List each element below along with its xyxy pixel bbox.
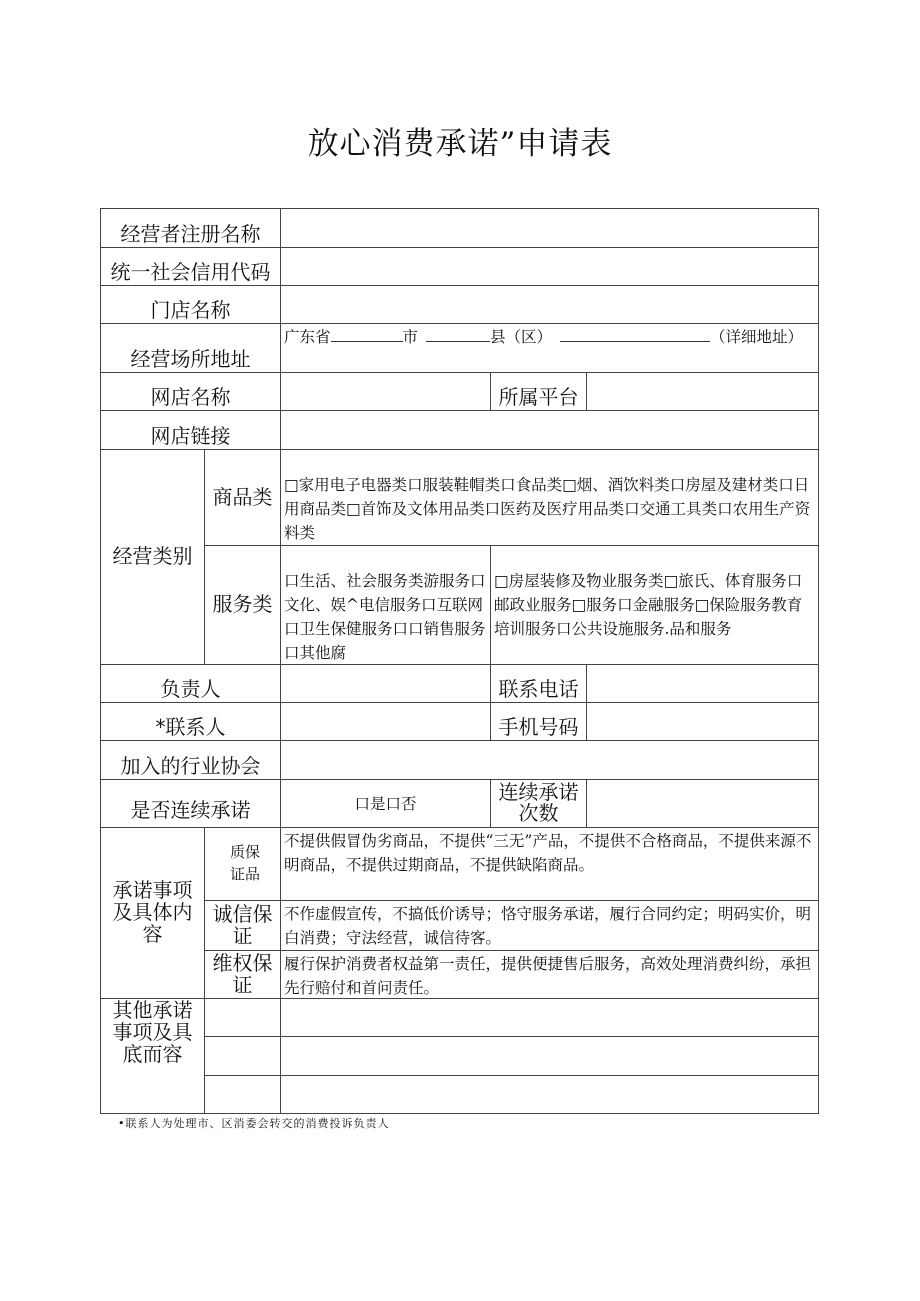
address-province: 广东省 [284,328,331,346]
label-quality: 质保证品 [230,843,260,883]
footnote: •联系人为处理市、区消委会转交的消费投诉负责人 [118,1117,390,1130]
label-credit-code: 统一社会信用代码 [110,260,271,284]
label-continuous-times: 连续承诺次数 [498,780,579,825]
goods-options[interactable]: □家用电子电器类口服装鞋帽类口食品类□烟、酒饮料类口房屋及建材类口日用商品类□首饰及文体用品类口医药及医疗用品类口交通工具类口农用生产资料类 [284,476,811,542]
online-store-field[interactable] [281,373,490,410]
store-link-field[interactable] [281,411,818,449]
label-category: 经营类别 [112,544,193,568]
address-city: 市 [402,328,419,346]
label-continuous: 是否连续承诺 [130,798,251,822]
rights-text: 履行保护消费者权益第一责任，提供便捷售后服务，高效处理消费纠纷，承担先行赔付和首问责任。 [284,955,812,997]
credit-code-field[interactable] [281,248,818,285]
service-options-right[interactable]: □房屋装修及物业服务类□旅氏、体育服务口邮政业服务□服务口金融服务□保险服务教育培训服务口公共设施服务.品和服务 [494,572,803,638]
principal-field[interactable] [281,665,490,702]
other-item-2-key[interactable] [205,1037,280,1075]
continuous-times-field[interactable] [587,780,818,827]
address-county: 县（区） [490,328,553,346]
platform-field[interactable] [587,373,818,410]
service-options-left[interactable]: 口生活、社会服务类游服务口文化、娱^电信服务口互联网口卫生保健服务口口销售服务口其他腐 [284,572,486,662]
label-association: 加入的行业协会 [120,754,261,778]
continuous-options[interactable]: 口是口否 [354,795,417,813]
label-platform: 所属平台 [498,385,579,409]
label-principal: 负责人 [160,677,221,701]
registered-name-field[interactable] [281,209,818,247]
other-item-1-key[interactable] [205,999,280,1036]
quality-text: 不提供假冒伪劣商品，不提供“三无”产品，不提供不合格商品，不提供来源不明商品，不提供过期商品，不提供缺陷商品。 [284,832,812,874]
detail-blank[interactable] [560,327,710,342]
store-name-field[interactable] [281,286,818,323]
label-rights: 维权保证 [212,951,273,997]
province-blank[interactable] [331,327,403,342]
label-integrity: 诚信保证 [212,901,273,948]
label-store-link: 网店链接 [150,424,231,448]
label-commitment: 承诺事项及具体内容 [112,878,193,946]
contact-field[interactable] [281,703,490,740]
label-goods: 商品类 [212,484,273,509]
label-mobile: 手机号码 [498,715,579,739]
other-item-2-value[interactable] [281,1037,818,1075]
label-address: 经营场所地址 [130,347,251,371]
form-title: 放心消费承诺”申请表 [307,126,613,162]
association-field[interactable] [281,741,818,779]
address-detail: （详细地址） [710,328,804,346]
label-online-store: 网店名称 [150,385,231,409]
label-registered-name: 经营者注册名称 [120,222,261,246]
other-item-1-value[interactable] [281,999,818,1036]
city-blank[interactable] [426,327,490,342]
phone-field[interactable] [587,665,818,702]
label-phone: 联系电话 [498,677,579,701]
label-store-name: 门店名称 [150,298,231,322]
other-item-3-key[interactable] [205,1076,280,1113]
address-field[interactable] [281,324,818,372]
integrity-text: 不作虚假宣传，不搞低价诱导；恪守服务承诺，履行合同约定；明码实价，明白消费；守法经营，诚信待客。 [284,905,812,947]
other-item-3-value[interactable] [281,1076,818,1113]
label-service: 服务类 [212,592,273,616]
label-other: 其他承诺事项及具底而容 [112,999,193,1066]
mobile-field[interactable] [587,703,818,740]
label-contact: *联系人 [155,715,226,739]
